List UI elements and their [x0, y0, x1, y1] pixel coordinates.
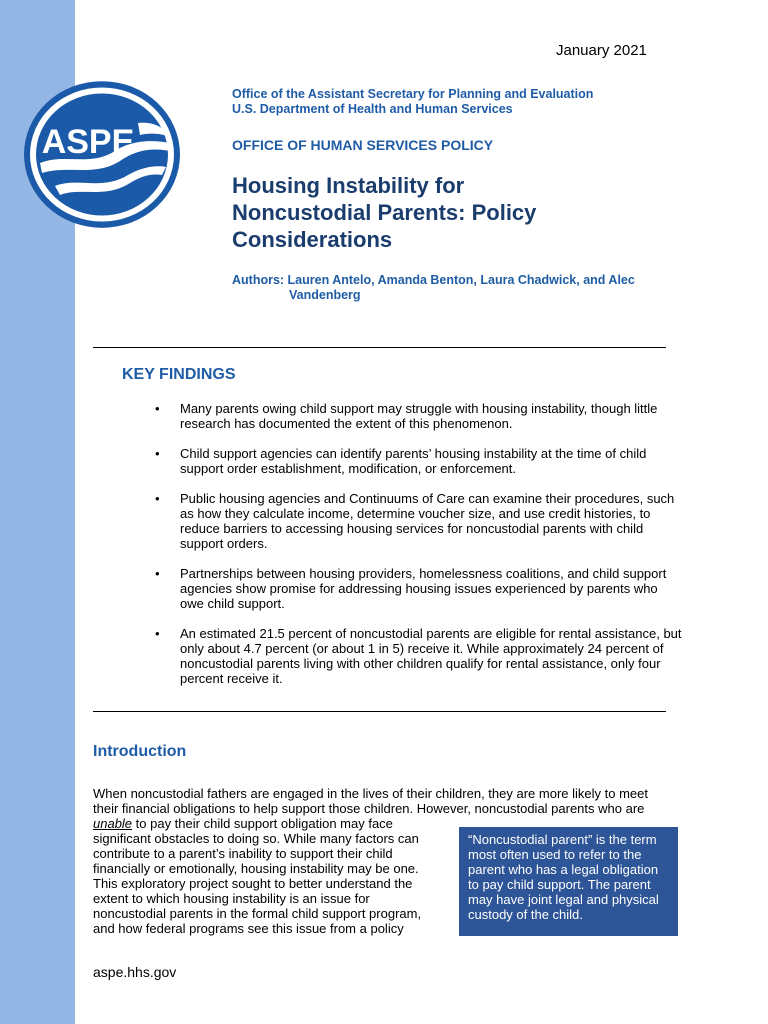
divider-top: [93, 347, 666, 348]
intro-line: contribute to a parent’s inability to support their child: [93, 846, 393, 861]
bullet-icon: •: [155, 401, 160, 416]
key-finding-text: Public housing agencies and Continuums of Care can examine their procedures, such as how they calculate income, determine voucher size, and use credit histories, to reduce barriers to accessing housing services for noncustodial parents with child support orders.: [180, 491, 675, 551]
bullet-icon: •: [155, 566, 160, 581]
key-finding-text: An estimated 21.5 percent of noncustodial parents are eligible for rental assistance, but only about 4.7 percent (or about 1 in 5) receive it. While approximately 24 percent of noncustodial parents living with other children qualify for rental assistance, only four percent receive it.: [180, 626, 682, 686]
office-name: OFFICE OF HUMAN SERVICES POLICY: [232, 137, 494, 153]
divider-bottom: [93, 711, 666, 712]
title-line-2: Noncustodial Parents: Policy: [232, 200, 537, 225]
footer-website[interactable]: aspe.hhs.gov: [93, 964, 177, 980]
logo-text: ASPE: [41, 123, 135, 161]
emphasis-unable: unable: [93, 816, 133, 831]
intro-line: extent to which housing instability is an issue for: [93, 891, 370, 906]
title-line-1: Housing Instability for: [232, 173, 465, 198]
aspe-logo: [20, 81, 184, 228]
bullet-icon: •: [155, 491, 160, 506]
key-finding-item: [155, 566, 685, 611]
intro-line-rest: to pay their child support obligation may face: [132, 816, 393, 831]
introduction-heading: Introduction: [93, 743, 187, 760]
bullet-icon: •: [155, 626, 160, 641]
document-title: [232, 172, 652, 253]
key-findings-list: [155, 401, 685, 701]
key-finding-text: Many parents owing child support may struggle with housing instability, though little research has documented the extent of this phenomenon.: [180, 401, 658, 431]
key-finding-text: Child support agencies can identify parents’ housing instability at the time of child support order establishment, modification, or enforcement.: [180, 446, 647, 476]
authors-line-1: Authors: Lauren Antelo, Amanda Benton, Laura Chadwick, and Alec: [232, 273, 635, 287]
intro-line: noncustodial parents in the formal child support program,: [93, 906, 422, 921]
intro-line: significant obstacles to doing so. While many factors can: [93, 831, 419, 846]
intro-line: their financial obligations to help support those children. However, noncustodial parents who are: [93, 801, 645, 816]
intro-line: When noncustodial fathers are engaged in the lives of their children, they are more likely to meet: [93, 786, 648, 801]
key-finding-text: Partnerships between housing providers, homelessness coalitions, and child support agencies show promise for addressing housing issues experienced by parents who owe child support.: [180, 566, 667, 611]
bullet-icon: •: [155, 446, 160, 461]
intro-line: and how federal programs see this issue from a policy: [93, 921, 404, 936]
office-line-1: Office of the Assistant Secretary for Planning and Evaluation: [232, 87, 594, 101]
key-findings-heading: KEY FINDINGS: [122, 366, 236, 383]
office-line-2: U.S. Department of Health and Human Services: [232, 101, 513, 116]
key-finding-item: [155, 626, 685, 686]
key-finding-item: [155, 446, 685, 476]
authors-line-2: Vandenberg: [289, 288, 361, 302]
key-finding-item: [155, 491, 685, 551]
intro-line: financially or emotionally, housing instability may be one.: [93, 861, 419, 876]
title-line-3: Considerations: [232, 227, 393, 252]
key-finding-item: [155, 401, 685, 431]
office-heading: [232, 87, 593, 116]
intro-line: This exploratory project sought to better understand the: [93, 876, 413, 891]
publication-date: January 2021: [556, 42, 647, 59]
definition-callout: “Noncustodial parent” is the term most often used to refer to the parent who has a legal obligation to pay child support. The parent may have joint legal and physical custody of the child.: [459, 827, 678, 936]
authors: [232, 273, 672, 303]
